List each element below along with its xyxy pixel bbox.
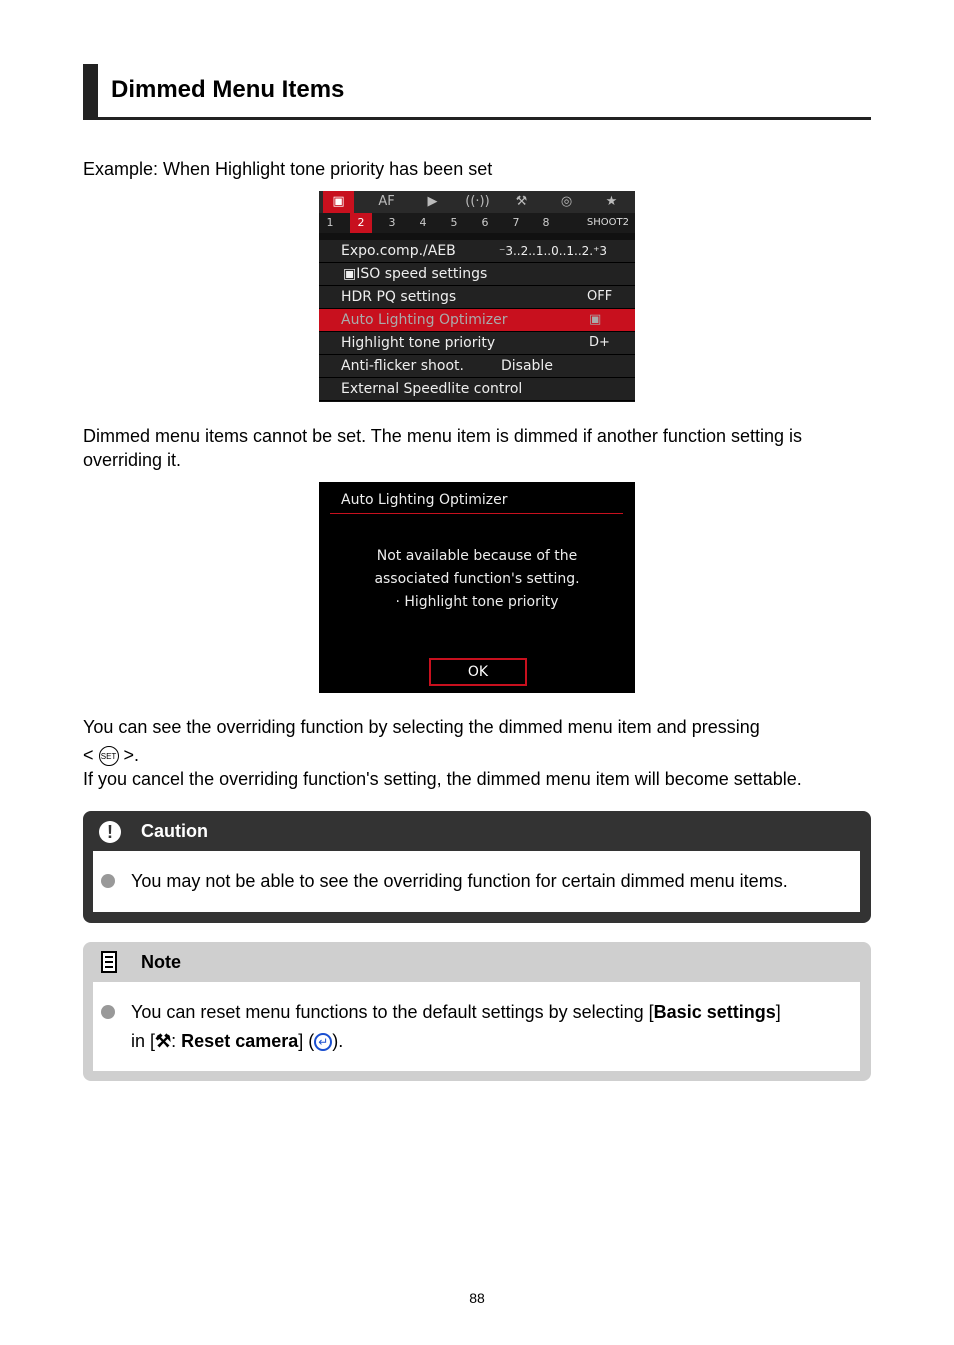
note-text: You can reset menu functions to the default settings by selecting [: [131, 1002, 654, 1022]
menu-row-highlight-tone: [319, 332, 635, 355]
heading-bar: [83, 64, 98, 120]
caution-box: [83, 811, 871, 923]
wrench-icon: ⚒: [155, 1031, 172, 1051]
page-number: 88: [469, 1290, 485, 1306]
camera-icon: ▣: [343, 266, 357, 282]
menu-row-value: D+: [589, 335, 610, 350]
page-num: 8: [542, 216, 550, 229]
menu-row-iso: [319, 263, 635, 286]
note-text: ]: [775, 1002, 781, 1022]
menu-row-alo-dimmed: [319, 309, 635, 332]
note-text: :: [171, 1031, 182, 1051]
menu-row-label: Expo.comp./AEB: [341, 243, 456, 259]
note-text: in [: [131, 1031, 156, 1051]
note-box: [83, 942, 871, 1081]
note-item-line2: [131, 1027, 343, 1056]
menu-tab-row: [319, 191, 635, 213]
menu-row-label: Highlight tone priority: [341, 335, 496, 351]
menu-row-label-text: ISO speed settings: [356, 266, 488, 282]
caution-icon: !: [99, 821, 121, 843]
page-num-active: 2: [350, 213, 372, 233]
page-link-icon[interactable]: ↵: [314, 1033, 332, 1051]
dialog-message-3: · Highlight tone priority: [395, 594, 559, 610]
bullet-icon: [101, 1005, 115, 1019]
tab-shoot-camera-icon: ▣: [323, 191, 354, 213]
menu-row-hdr-pq: [319, 286, 635, 309]
page-num: 7: [512, 216, 520, 229]
bullet-icon: [101, 874, 115, 888]
para-dimmed-1: Dimmed menu items cannot be set. The menu item is dimmed if another function setting is: [83, 426, 802, 446]
page-num: 3: [388, 216, 396, 229]
note-text: ).: [332, 1031, 344, 1051]
menu-row-label: [343, 263, 487, 285]
menu-row-label: Auto Lighting Optimizer: [341, 312, 508, 328]
camera-dialog-screenshot: [319, 482, 635, 693]
tab-af: AF: [378, 194, 395, 209]
alo-off-icon: ▣: [589, 312, 602, 327]
dialog-ok-button: OK: [429, 658, 527, 686]
dialog-divider: [330, 513, 623, 514]
menu-row-value: Disable: [501, 358, 553, 374]
note-item-line1: [131, 998, 781, 1027]
page-num: 4: [419, 216, 427, 229]
menu-row-anti-flicker: [319, 355, 635, 378]
menu-row-expo-comp: [319, 240, 635, 263]
page-title: Dimmed Menu Items: [111, 76, 345, 103]
para-dimmed-2: overriding it.: [83, 450, 182, 470]
bracket-close: >.: [123, 745, 140, 765]
bracket-open: <: [83, 745, 94, 765]
set-button-icon: SET: [99, 746, 119, 766]
menu-row-label: Anti-flicker shoot.: [341, 358, 464, 374]
tab-wireless-icon: ((·)): [465, 194, 490, 209]
tab-mymenu-star-icon: ★: [605, 194, 618, 209]
para-cancel: If you cancel the overriding function's setting, the dimmed menu item will become settable.: [83, 769, 802, 789]
menu-row-speedlite: [319, 378, 635, 401]
section-heading: [83, 64, 871, 120]
para-override-1: You can see the overriding function by selecting the dimmed menu item and pressing: [83, 717, 760, 737]
dialog-message-2: associated function's setting.: [374, 571, 580, 587]
example-text: Example: When Highlight tone priority has been set: [83, 159, 493, 179]
page-num: 5: [450, 216, 458, 229]
note-icon: [101, 951, 117, 973]
camera-menu-screenshot: [319, 191, 635, 402]
tab-playback-icon: ▶: [427, 194, 438, 209]
page-num: 1: [326, 216, 334, 229]
tab-custom-icon: ◎: [560, 194, 573, 209]
dialog-title: Auto Lighting Optimizer: [341, 492, 508, 508]
menu-page-row: [319, 213, 635, 233]
menu-row-label: External Speedlite control: [341, 381, 523, 397]
page-label: SHOOT2: [586, 217, 629, 228]
note-body: [93, 982, 860, 1071]
para-override-2: [83, 743, 873, 767]
page-num: 6: [481, 216, 489, 229]
note-header: Note: [141, 952, 181, 972]
basic-settings-label: Basic settings: [653, 1002, 776, 1022]
caution-item: You may not be able to see the overriding function for certain dimmed menu items.: [131, 871, 788, 891]
tab-setup-wrench-icon: ⚒: [515, 194, 528, 209]
caution-header: Caution: [141, 821, 208, 841]
reset-camera-label: Reset camera: [181, 1031, 299, 1051]
menu-row-value: OFF: [587, 289, 613, 304]
caution-body: [93, 851, 860, 912]
menu-row-value: ⁻3..2..1..0..1..2.⁺3: [499, 244, 608, 258]
menu-row-label: HDR PQ settings: [341, 289, 457, 305]
dialog-message-1: Not available because of the: [376, 548, 578, 564]
note-text: ] (: [298, 1031, 315, 1051]
